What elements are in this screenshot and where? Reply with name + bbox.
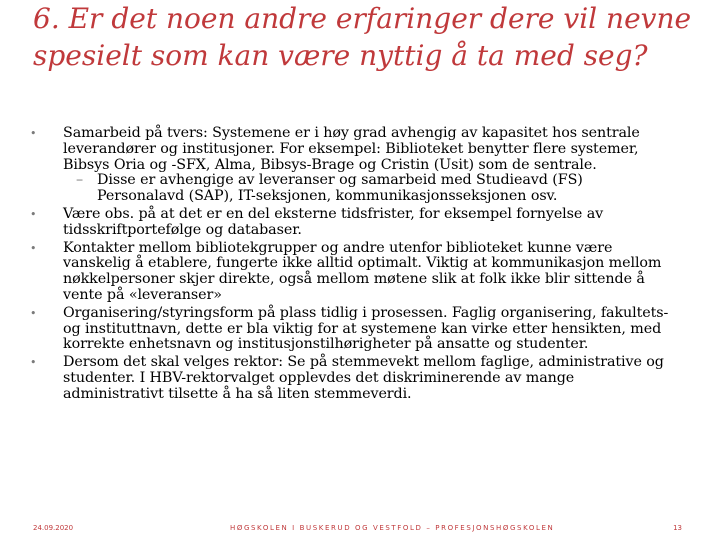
bullet-text: Kontakter mellom bibliotekgrupper og andre utenfor biblioteket kunne være vanskelig å etablere, fungerte ikke alltid optimalt. Viktig at kommunikasjon mellom nøkkelpersoner skjer direkte, også mellom møtene slik at folk ikke blir sittende å vente på «leveranser» — [63, 239, 662, 303]
slide-title: 6. Er det noen andre erfaringer dere vil nevne spesielt som kan være nyttig å ta med seg? — [33, 2, 692, 72]
bullet-text: Samarbeid på tvers: Systemene er i høy grad avhengig av kapasitet hos sentrale leverandører og institusjoner. For eksempel: Biblioteket benytter flere systemer, Bibsys Oria og -SFX, Alma, Bibsys-Brage og Cristin (Usit) som de sentrale. — [63, 125, 640, 173]
bullet-item — [30, 306, 670, 353]
bullet-icon: • — [30, 241, 37, 255]
bullet-text: Være obs. på at det er en del eksterne tidsfrister, for eksempel fornyelse av tidsskriftportefølge og databaser. — [63, 205, 604, 238]
sub-bullet-item — [63, 173, 670, 205]
bullet-icon: • — [30, 356, 37, 370]
bullet-item — [30, 126, 670, 205]
footer-institution: HØGSKOLEN I BUSKERUD OG VESTFOLD – PROFESJONSHØGSKOLEN — [230, 524, 555, 532]
bullet-text: Dersom det skal velges rektor: Se på stemmevekt mellom faglige, administrative og studenter. I HBV-rektorvalget opplevdes det diskriminerende av mange administrativt tilsette å ha så liten stemmeverdi. — [63, 354, 664, 402]
sub-bullet-text: Disse er avhengige av leveranser og samarbeid med Studieavd (FS) Personalavd (SAP), IT-seksjonen, kommunikasjonsseksjonen osv. — [97, 172, 583, 205]
bullet-item — [30, 241, 670, 304]
page-number: 13 — [673, 524, 682, 532]
bullet-icon: • — [30, 127, 37, 140]
bullet-icon: • — [30, 207, 37, 221]
bullet-icon: • — [30, 306, 37, 320]
bullet-item — [30, 355, 670, 402]
bullet-list — [30, 126, 670, 405]
footer-date: 24.09.2020 — [33, 524, 74, 532]
dash-icon: – — [75, 172, 83, 189]
bullet-text: Organisering/styringsform på plass tidlig i prosessen. Faglig organisering, fakultets- og instituttnavn, dette er bla viktig for at systemene kan virke etter hensikten, med korrekte enhetsnavn og institusjonstilhørigheter på ansatte og studenter. — [63, 304, 669, 353]
bullet-item — [30, 207, 670, 239]
